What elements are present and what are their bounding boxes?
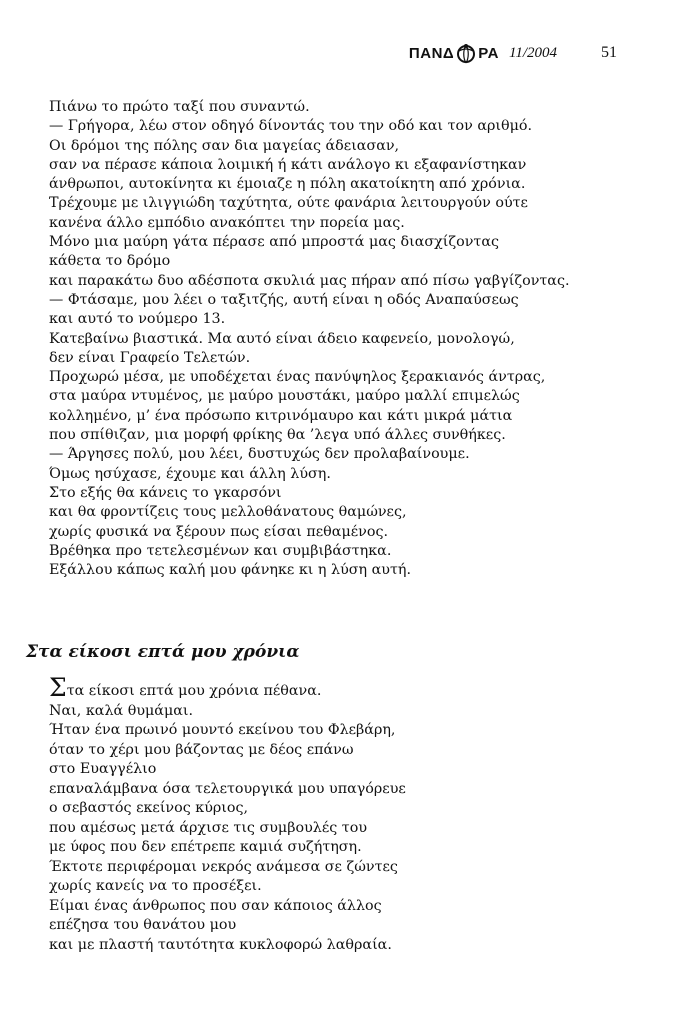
poem-line: — Άργησες πολύ, μου λέει, δυστυχώς δεν προλαβαίνουμε. [49, 446, 470, 463]
poem-line: Εξάλλου κάπως καλή μου φάνηκε κι η λύση αυτή. [49, 562, 412, 579]
poem-line: που σπίθιζαν, μια μορφή φρίκης θα ’λεγα υπό άλλες συνθήκες. [49, 427, 506, 444]
poem-line: και θα φροντίζεις τους μελλοθάνατους θαμώνες, [49, 504, 407, 521]
first-line-text: τα είκοσι επτά μου χρόνια πέθανα. [66, 683, 322, 699]
poem-line: Ήταν ένα πρωινό μουντό εκείνου του Φλεβάρη, [49, 722, 396, 738]
poem-line: και παρακάτω δυο αδέσποτα σκυλιά μας πήραν από πίσω γαβγίζοντας. [49, 272, 570, 289]
poem-line: επέζησα του θανάτου μου [49, 917, 237, 933]
pandora-logo-icon [455, 42, 477, 64]
poem-line: χωρίς κανείς να το προσέξει. [49, 878, 262, 894]
poem-line: Οι δρόμοι της πόλης σαν δια μαγείας άδειασαν, [49, 137, 400, 154]
issue-date: 11/2004 [508, 44, 557, 61]
poem-line: κολλημένο, μ’ ένα πρόσωπο κιτρινόμαυρο και κάτι μικρά μάτια [49, 407, 513, 424]
poem-two [49, 673, 649, 955]
poem-line: Τρέχουμε με ιλιγγιώδη ταχύτητα, ούτε φανάρια λειτουργούν ούτε [49, 195, 528, 212]
poem-first-line [49, 673, 649, 702]
poem-line: και αυτό το νούμερο 13. [49, 311, 226, 328]
poem-line: και με πλαστή ταυτότητα κυκλοφορώ λαθραία. [49, 936, 392, 953]
poem-line: κανένα άλλο εμπόδιο ανακόπτει την πορεία μας. [49, 214, 405, 231]
poem-line: — Γρήγορα, λέω στον οδηγό δίνοντάς του την οδό και τον αριθμό. [49, 118, 533, 135]
running-header [409, 40, 617, 66]
poem-line: που αμέσως μετά άρχισε τις συμβουλές του [49, 819, 368, 836]
poem-line: Στο εξής θα κάνεις το γκαρσόνι [49, 484, 282, 501]
magazine-name-start: ΠΑΝΔ [408, 44, 455, 62]
poem-line: Κατεβαίνω βιαστικά. Μα αυτό είναι άδειο καφενείο, μονολογώ, [49, 330, 515, 347]
poem-line: κάθετα το δρόμο [49, 253, 171, 270]
page-number: 51 [601, 44, 617, 61]
poem-line: Έκτοτε περιφέρομαι νεκρός ανάμεσα σε ζώντες [49, 858, 398, 875]
poem-line: όταν το χέρι μου βάζοντας με δέος επάνω [49, 741, 354, 758]
magazine-name [409, 42, 499, 64]
poem-line: άνθρωποι, αυτοκίνητα κι έμοιαζε η πόλη ακατοίκητη από χρόνια. [49, 176, 526, 193]
poem-line: Πιάνω το πρώτο ταξί που συναντώ. [49, 99, 310, 115]
poem-line: ο σεβαστός εκείνος κύριος, [49, 800, 249, 816]
poem-line: — Φτάσαμε, μου λέει ο ταξιτζής, αυτή είναι η οδός Αναπαύσεως [49, 291, 519, 308]
poem-line: Βρέθηκα προ τετελεσμένων και συμβιβάστηκα. [49, 542, 392, 559]
poem-line: Όμως ησύχασε, έχουμε και άλλη λύση. [49, 465, 331, 482]
poem-line: Ναι, καλά θυμάμαι. [49, 702, 194, 719]
poem-line: δεν είναι Γραφείο Τελετών. [49, 349, 251, 366]
poem-line: με ύφος που δεν επέτρεπε καμιά συζήτηση. [49, 839, 362, 855]
drop-cap: Σ [49, 673, 67, 702]
poem-two-title: Στα είκοσι επτά μου χρόνια [26, 642, 300, 662]
poem-line: στο Ευαγγέλιο [49, 761, 157, 777]
poem-line: Προχωρώ μέσα, με υποδέχεται ένας πανύψηλος ξερακιανός άντρας, [49, 369, 546, 386]
magazine-name-end: ΡΑ [478, 44, 499, 62]
poem-line: στα μαύρα ντυμένος, με μαύρο μουστάκι, μαύρο μαλλί επιμελώς [49, 388, 520, 405]
poem-line: επαναλάμβανα όσα τελετουργικά μου υπαγόρευε [49, 780, 406, 797]
poem-line: Μόνο μια μαύρη γάτα πέρασε από μπροστά μας διασχίζοντας [49, 234, 500, 251]
poem-line: Είμαι ένας άνθρωπος που σαν κάποιος άλλος [49, 897, 382, 914]
poem-line: σαν να πέρασε κάποια λοιμική ή κάτι ανάλογο κι εξαφανίστηκαν [49, 156, 527, 173]
poem-one [49, 98, 649, 580]
poem-line: χωρίς φυσικά να ξέρουν πως είσαι πεθαμένος. [49, 523, 388, 540]
